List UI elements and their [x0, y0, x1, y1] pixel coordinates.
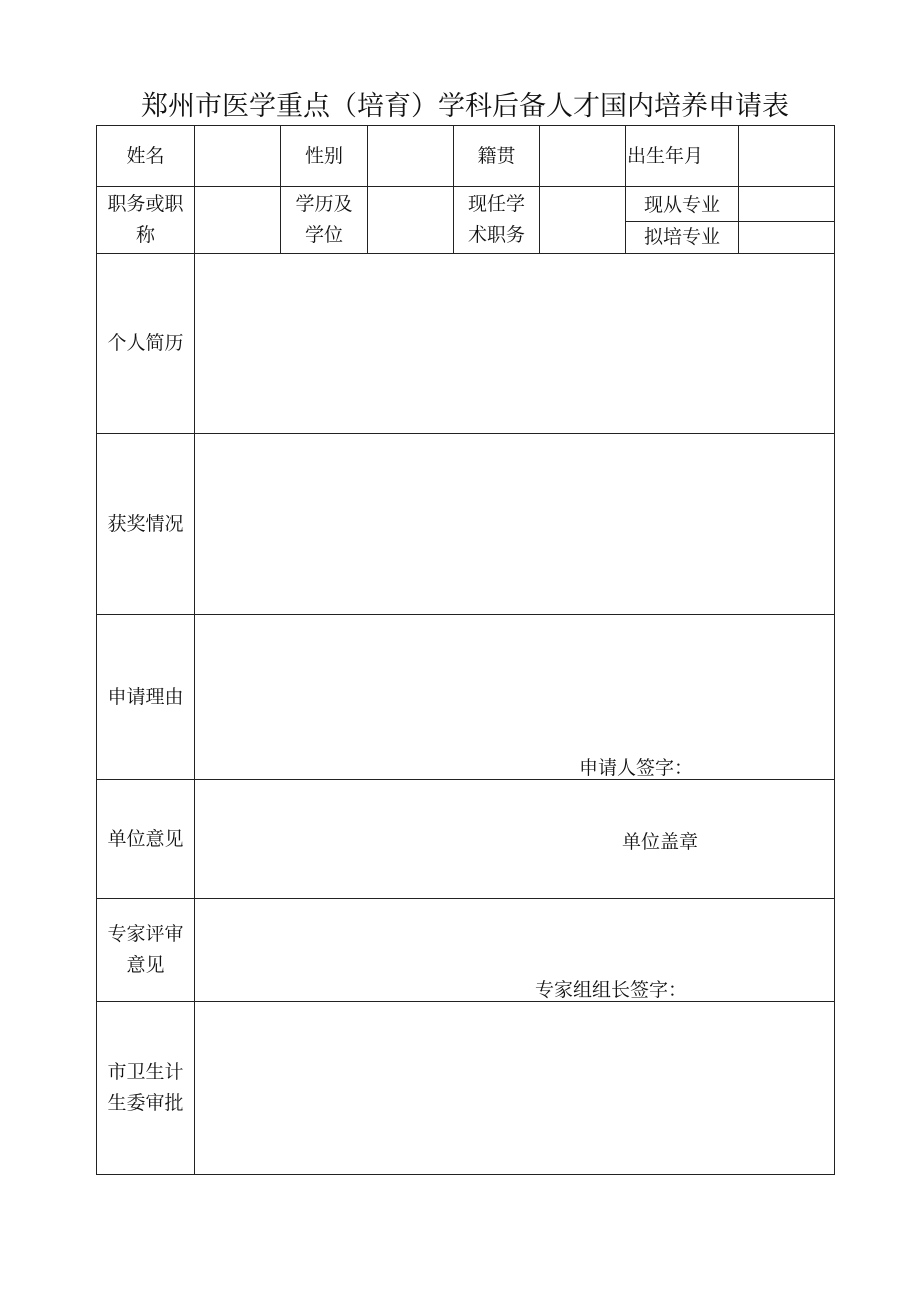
label-resume: 个人简历 [107, 332, 184, 354]
education-field[interactable] [368, 187, 453, 253]
expert-leader-signature-label: 专家组组长签字： [535, 979, 688, 1001]
name-field[interactable] [195, 126, 280, 186]
page-title: 郑州市医学重点（培育）学科后备人才国内培养申请表 [141, 91, 789, 122]
resume-field[interactable] [195, 254, 834, 433]
unit-seal-label: 单位盖章 [622, 831, 699, 853]
label-position: 职务或职称 [107, 193, 184, 246]
applicant-signature-label: 申请人签字： [579, 757, 694, 779]
planned-major-field[interactable] [739, 222, 834, 253]
unit-opinion-field[interactable] [195, 780, 834, 898]
approval-field[interactable] [195, 1002, 834, 1174]
label-reason: 申请理由 [107, 685, 184, 708]
gender-field[interactable] [368, 126, 453, 186]
label-gender: 性别 [304, 144, 343, 167]
table-border-right [834, 125, 835, 1175]
label-unit-opinion: 单位意见 [107, 827, 184, 850]
label-expert-opinion: 专家评审意见 [107, 923, 184, 976]
expert-opinion-field[interactable] [195, 899, 834, 1001]
hometown-field[interactable] [540, 126, 625, 186]
birth-field[interactable] [739, 126, 834, 186]
label-planned-major: 拟培专业 [643, 226, 720, 248]
awards-field[interactable] [195, 434, 834, 614]
academic-post-field[interactable] [540, 187, 625, 253]
label-academic-post: 现任学术职务 [467, 193, 525, 246]
label-hometown: 籍贯 [477, 144, 516, 167]
label-approval: 市卫生计生委审批 [107, 1061, 184, 1114]
label-name: 姓名 [126, 144, 165, 167]
reason-field[interactable] [195, 615, 834, 779]
label-education: 学历及学位 [295, 193, 353, 246]
position-field[interactable] [195, 187, 280, 253]
label-current-major: 现从专业 [643, 194, 720, 216]
label-awards: 获奖情况 [107, 512, 184, 535]
table-border-bottom [96, 1174, 835, 1175]
label-birth: 出生年月 [627, 144, 704, 167]
current-major-field[interactable] [739, 187, 834, 221]
